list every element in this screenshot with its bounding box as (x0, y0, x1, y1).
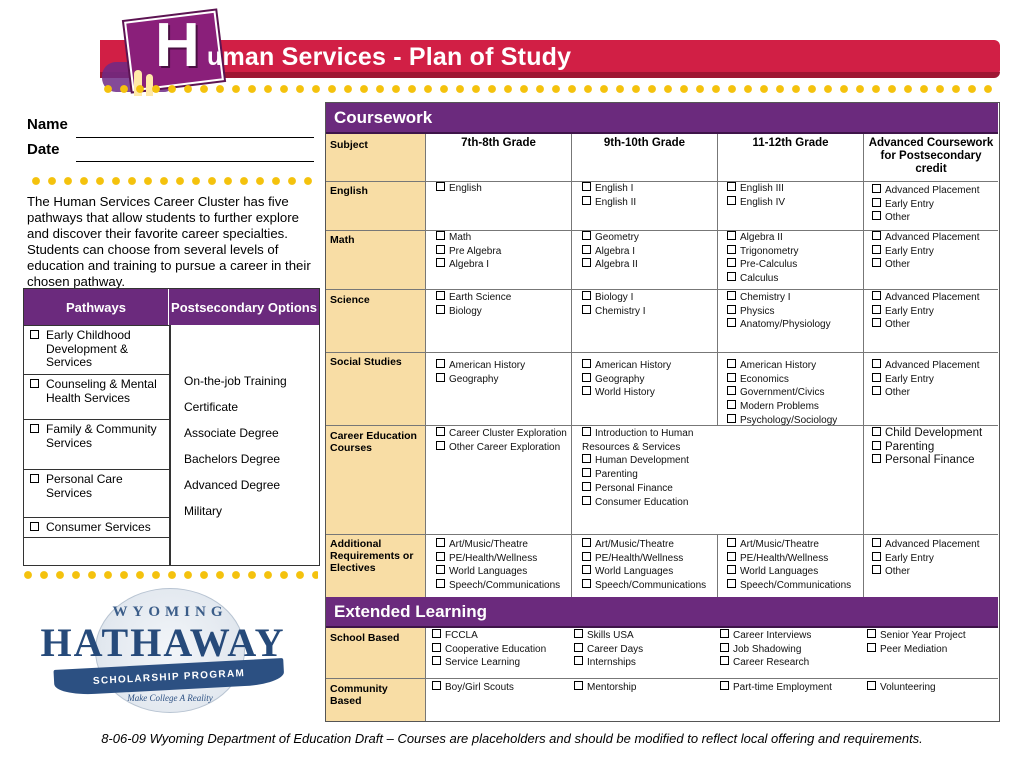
science-11-12-cell (727, 291, 831, 332)
pathway-label: Early Childhood Development & Services (46, 328, 131, 369)
course-checkbox[interactable]: Advanced Placement (872, 184, 980, 198)
course-checkbox[interactable]: Calculus (727, 272, 799, 286)
option-item: Military (184, 504, 222, 518)
course-checkbox[interactable]: PE/Health/Wellness (582, 552, 706, 566)
coursework-band: Coursework (326, 103, 998, 134)
school-based-cell-2 (574, 629, 643, 670)
course-checkbox[interactable]: Early Entry (872, 198, 980, 212)
course-checkbox[interactable]: Chemistry I (582, 305, 646, 319)
activity-checkbox[interactable]: Career Interviews (720, 629, 811, 643)
hathaway-tagline: Make College A Reality (127, 693, 213, 703)
activity-checkbox[interactable]: Mentorship (574, 681, 636, 695)
pathway-item[interactable] (24, 374, 169, 419)
column-header-11-12: 11-12th Grade (752, 137, 829, 149)
column-header-7-8: 7th-8th Grade (461, 137, 536, 149)
elective-advanced-cell (872, 538, 980, 579)
column-header-9-10: 9th-10th Grade (603, 137, 686, 149)
science-7-8-cell (436, 291, 511, 318)
checkbox-icon[interactable] (30, 330, 39, 339)
course-checkbox[interactable]: Pre Algebra (436, 245, 501, 259)
course-checkbox[interactable]: Personal Finance (582, 482, 693, 496)
row-divider (326, 352, 998, 353)
career-advanced-cell (872, 427, 982, 468)
option-item: Advanced Degree (184, 478, 281, 492)
career-9-12-cell (582, 427, 693, 509)
course-checkbox[interactable]: PE/Health/Wellness (436, 552, 560, 566)
name-field[interactable] (76, 122, 314, 138)
course-label-continued: Resources & Services (582, 441, 681, 453)
column-divider (169, 325, 171, 566)
course-checkbox[interactable]: Speech/Communications (727, 579, 851, 593)
course-checkbox[interactable]: Other (872, 318, 980, 332)
career-7-8-cell (436, 427, 567, 454)
column-divider (425, 134, 426, 597)
course-checkbox[interactable]: Speech/Communications (582, 579, 706, 593)
activity-checkbox[interactable]: Job Shadowing (720, 643, 811, 657)
pathways-table (23, 288, 320, 566)
activity-checkbox[interactable]: Part-time Employment (720, 681, 832, 695)
science-advanced-cell (872, 291, 980, 332)
course-checkbox[interactable]: American History (582, 359, 671, 373)
extended-learning-band: Extended Learning (326, 597, 998, 628)
postsecondary-options-header: Postsecondary Options (169, 289, 319, 325)
elective-11-12-cell (727, 538, 851, 593)
social-advanced-cell (872, 359, 980, 400)
date-label: Date (27, 141, 60, 158)
column-divider (571, 134, 572, 597)
dot-divider (20, 570, 318, 580)
course-checkbox[interactable]: Earth Science (436, 291, 511, 305)
hathaway-ribbon: SCHOLARSHIP PROGRAM (53, 658, 284, 696)
column-divider (425, 628, 426, 721)
course-checkbox[interactable]: World History (582, 386, 671, 400)
community-based-cell-4 (867, 681, 936, 695)
math-7-8-cell (436, 231, 501, 272)
activity-checkbox[interactable]: Boy/Girl Scouts (432, 681, 514, 695)
course-checkbox[interactable]: Advanced Placement (872, 359, 980, 373)
science-9-10-cell (582, 291, 646, 318)
option-item: Bachelors Degree (184, 452, 281, 466)
date-field[interactable] (76, 146, 314, 162)
course-checkbox[interactable]: World Languages (727, 565, 851, 579)
course-checkbox[interactable]: Geography (582, 373, 671, 387)
course-checkbox[interactable]: Art/Music/Theatre (436, 538, 560, 552)
course-checkbox[interactable]: Advanced Placement (872, 538, 980, 552)
course-checkbox[interactable]: Biology (436, 305, 511, 319)
math-11-12-cell (727, 231, 799, 286)
school-based-cell-3 (720, 629, 811, 670)
course-checkbox[interactable]: Early Entry (872, 552, 980, 566)
pathway-label: Consumer Services (46, 520, 151, 534)
activity-checkbox[interactable]: Cooperative Education (432, 643, 546, 657)
course-checkbox[interactable]: Art/Music/Theatre (727, 538, 851, 552)
page-title: uman Services - Plan of Study (207, 43, 572, 71)
course-checkbox[interactable]: Other (872, 211, 980, 225)
column-divider (717, 134, 718, 425)
row-divider (326, 534, 998, 535)
pathway-item[interactable] (24, 517, 169, 538)
course-checkbox[interactable]: Pre-Calculus (727, 258, 799, 272)
subject-additional: Additional Requirements or Electives (330, 538, 414, 574)
pathway-item[interactable] (24, 469, 169, 517)
activity-checkbox[interactable]: Career Research (720, 656, 811, 670)
school-based-cell-1 (432, 629, 546, 670)
math-advanced-cell (872, 231, 980, 272)
social-9-10-cell (582, 359, 671, 400)
course-checkbox[interactable]: Physics (727, 305, 831, 319)
course-checkbox[interactable]: Career Cluster Exploration (436, 427, 567, 441)
postsecondary-options-list (184, 374, 314, 530)
course-checkbox[interactable]: English IV (727, 196, 785, 210)
course-checkbox[interactable]: Trigonometry (727, 245, 799, 259)
activity-checkbox[interactable]: Career Days (574, 643, 643, 657)
course-checkbox[interactable]: English (436, 182, 482, 196)
course-checkbox[interactable]: English I (582, 182, 636, 196)
course-checkbox[interactable]: Algebra II (727, 231, 799, 245)
course-checkbox[interactable]: Algebra II (582, 258, 639, 272)
title-banner-shadow (100, 72, 1000, 78)
subject-social-studies: Social Studies (330, 356, 402, 368)
pathway-item[interactable] (24, 419, 169, 469)
name-label: Name (27, 116, 68, 133)
course-checkbox[interactable]: World Languages (582, 565, 706, 579)
course-checkbox[interactable]: Economics (727, 373, 837, 387)
activity-checkbox[interactable]: Service Learning (432, 656, 546, 670)
checkbox-icon[interactable] (30, 522, 39, 531)
course-checkbox[interactable]: American History (727, 359, 837, 373)
course-checkbox[interactable]: English II (582, 196, 636, 210)
english-9-10-cell (582, 182, 636, 209)
checkbox-icon[interactable] (30, 424, 39, 433)
course-checkbox[interactable]: Anatomy/Physiology (727, 318, 831, 332)
subject-english: English (330, 185, 368, 197)
course-checkbox[interactable]: Other (872, 258, 980, 272)
course-checkbox[interactable]: Other Career Exploration (436, 441, 567, 455)
activity-checkbox[interactable]: Volunteering (867, 681, 936, 695)
pathways-header: Pathways (24, 289, 169, 325)
subject-school-based: School Based (330, 632, 400, 644)
pathway-label: Personal Care Services (46, 472, 123, 500)
community-based-cell-3 (720, 681, 832, 695)
course-checkbox[interactable]: PE/Health/Wellness (727, 552, 851, 566)
course-checkbox[interactable]: Other (872, 386, 980, 400)
course-checkbox[interactable]: Parenting (872, 441, 982, 455)
community-based-cell-2 (574, 681, 636, 695)
plan-grid (325, 102, 1000, 722)
row-divider (326, 678, 998, 679)
course-checkbox[interactable]: Advanced Placement (872, 231, 980, 245)
subject-math: Math (330, 234, 355, 246)
activity-checkbox[interactable]: Peer Mediation (867, 643, 966, 657)
pathway-label: Family & Community Services (46, 422, 157, 450)
course-checkbox[interactable]: Human Development (582, 454, 693, 468)
course-checkbox[interactable]: Art/Music/Theatre (582, 538, 706, 552)
course-checkbox[interactable]: Chemistry I (727, 291, 831, 305)
community-based-cell-1 (432, 681, 514, 695)
dot-divider (28, 176, 318, 186)
elective-9-10-cell (582, 538, 706, 593)
social-11-12-cell (727, 359, 837, 425)
school-based-cell-4 (867, 629, 966, 656)
option-item: Associate Degree (184, 426, 279, 440)
option-item: On-the-job Training (184, 374, 287, 388)
column-header-subject: Subject (330, 139, 368, 151)
row-divider (326, 425, 998, 426)
english-advanced-cell (872, 184, 980, 225)
dot-divider (100, 84, 996, 94)
pathway-label: Counseling & Mental Health Services (46, 377, 157, 405)
subject-science: Science (330, 294, 370, 306)
intro-paragraph: The Human Services Career Cluster has five pathways that allow students to further explore and discover their favorite career specialties. Students can choose from several levels of education and training to pursue a career in their chosen pathway. (27, 194, 311, 289)
subject-career-education: Career Education Courses (330, 430, 417, 454)
column-divider (863, 134, 864, 597)
activity-checkbox[interactable]: Skills USA (574, 629, 643, 643)
course-checkbox[interactable]: Psychology/Sociology (727, 414, 837, 425)
english-11-12-cell (727, 182, 785, 209)
course-checkbox[interactable]: Other (872, 565, 980, 579)
course-checkbox[interactable]: Advanced Placement (872, 291, 980, 305)
course-checkbox[interactable]: Algebra I (582, 245, 639, 259)
activity-checkbox[interactable]: Senior Year Project (867, 629, 966, 643)
course-checkbox[interactable]: Consumer Education (582, 496, 693, 510)
course-checkbox[interactable]: Child Development (872, 427, 982, 441)
footer-note: 8-06-09 Wyoming Department of Education Draft – Courses are placeholders and should be modified to reflect local offering and requirements. (101, 731, 923, 746)
checkbox-icon[interactable] (30, 474, 39, 483)
checkbox-icon[interactable] (30, 379, 39, 388)
course-checkbox[interactable]: World Languages (436, 565, 560, 579)
course-checkbox[interactable]: Speech/Communications (436, 579, 560, 593)
subject-community-based: Community Based (330, 683, 388, 707)
course-checkbox[interactable]: American History (436, 359, 525, 373)
activity-checkbox[interactable]: FCCLA (432, 629, 546, 643)
pathway-item[interactable] (24, 325, 169, 374)
column-divider (717, 534, 718, 597)
course-checkbox[interactable]: Personal Finance (872, 454, 982, 468)
course-checkbox[interactable]: Introduction to Human (582, 427, 693, 441)
course-checkbox[interactable]: Parenting (582, 468, 693, 482)
row-divider (326, 289, 998, 290)
course-checkbox[interactable]: Modern Problems (727, 400, 837, 414)
course-checkbox[interactable]: Biology I (582, 291, 646, 305)
course-checkbox[interactable]: Algebra I (436, 258, 501, 272)
logo-letter: H (155, 11, 200, 80)
math-9-10-cell (582, 231, 639, 272)
column-header-advanced: Advanced Coursework for Postsecondary credit (868, 137, 994, 175)
row-divider (326, 181, 998, 182)
activity-checkbox[interactable]: Internships (574, 656, 643, 670)
course-checkbox[interactable]: Math (436, 231, 501, 245)
hathaway-logo-name: HATHAWAY (40, 620, 286, 665)
course-checkbox[interactable]: Early Entry (872, 305, 980, 319)
course-checkbox[interactable]: Early Entry (872, 373, 980, 387)
elective-7-8-cell (436, 538, 560, 593)
course-checkbox[interactable]: Early Entry (872, 245, 980, 259)
course-checkbox[interactable]: Government/Civics (727, 386, 837, 400)
english-7-8-cell (436, 182, 482, 196)
course-checkbox[interactable]: Geography (436, 373, 525, 387)
social-7-8-cell (436, 359, 525, 386)
course-checkbox[interactable]: Geometry (582, 231, 639, 245)
course-checkbox[interactable]: English III (727, 182, 785, 196)
hathaway-logo-top: WYOMING (112, 604, 228, 620)
option-item: Certificate (184, 400, 239, 414)
